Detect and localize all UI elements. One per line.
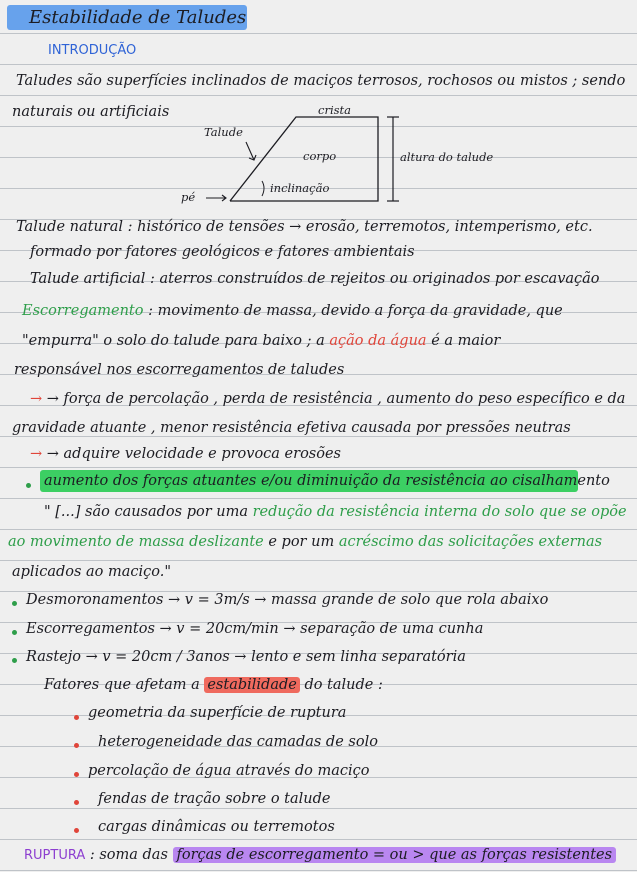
movement-item: Desmoronamentos → v = 3m/s → massa grande de solo que rola abaixo	[26, 592, 549, 608]
red-bullet-icon	[74, 800, 79, 805]
arrow-item-2-text: → adquire velocidade e provoca erosões	[46, 446, 341, 462]
escorregamento-line-1	[22, 302, 563, 320]
quote-green-1: redução da resistência interna do solo que se opõe	[252, 504, 627, 520]
movement-item: Rastejo → v = 20cm / 3anos → lento e sem linha separatória	[26, 649, 466, 665]
acao-da-agua: ação da água	[329, 333, 427, 349]
arrow-item-1-line-1	[30, 390, 625, 408]
red-arrow-icon: →	[30, 391, 43, 407]
red-bullet-icon	[74, 772, 79, 777]
quote-line-2	[8, 533, 602, 551]
escorregamento-line-3: responsável nos escorregamentos de taludes	[14, 362, 345, 378]
quote-line-3: aplicados ao maciço."	[12, 564, 172, 580]
red-bullet-icon	[74, 828, 79, 833]
movement-item: Escorregamentos → v = 20cm/min → separação de uma cunha	[26, 621, 484, 637]
factor-item: cargas dinâmicas ou terremotos	[98, 819, 335, 835]
ruptura-line	[24, 846, 616, 865]
diagram-label-crista: crista	[318, 103, 351, 117]
pe-arrow	[206, 195, 226, 201]
diagram-label-pe: pé	[181, 190, 196, 204]
ruptura-label: RUPTURA	[24, 848, 86, 863]
inclination-arc	[262, 181, 264, 196]
fatores-heading	[44, 676, 383, 694]
escorregamento-definition: : movimento de massa, devido a força da gravidade, que	[148, 303, 563, 319]
intro-line-1: Taludes são superfícies inclinados de maciços terrosos, rochosos ou mistos ; sendo	[16, 73, 626, 89]
red-bullet-icon	[74, 743, 79, 748]
diagram-label-talude: Talude	[204, 125, 243, 139]
diagram-label-inclinacao: inclinação	[270, 181, 330, 195]
arrow-item-1-line-2: gravidade atuante , menor resistência efetiva causada por pressões neutras	[12, 420, 571, 436]
diagram-label-altura: altura do talude	[400, 150, 494, 164]
factor-item: percolação de água através do maciço	[88, 763, 370, 779]
page-title: Estabilidade de Taludes	[7, 5, 247, 30]
ruptura-text: : soma das	[89, 847, 168, 863]
arrow-item-1-text: → força de percolação , perda de resistência , aumento do peso específico e da	[46, 391, 626, 407]
escorregamento-term: Escorregamento	[22, 303, 144, 319]
green-bullet-icon	[12, 630, 17, 635]
escorregamento-line-2-text: "empurra" o solo do talude para baixo ; a	[22, 333, 325, 349]
green-bullet-icon	[12, 658, 17, 663]
highlight-estabilidade: estabilidade	[204, 677, 299, 693]
green-bullet-icon	[26, 483, 31, 488]
quote-green-2: ao movimento de massa deslizante	[8, 534, 264, 550]
escorregamento-line-2	[22, 332, 500, 350]
red-bullet-icon	[74, 715, 79, 720]
factor-item: fendas de tração sobre o talude	[98, 791, 331, 807]
section-heading-introducao: INTRODUÇÃO	[48, 43, 137, 58]
highlight-ruptura: forças de escorregamento = ou > que as forças resistentes	[173, 847, 617, 863]
talude-natural-line-1: Talude natural : histórico de tensões → erosão, terremotos, intemperismo, etc.	[16, 219, 593, 235]
escorregamento-line-2-end: é a maior	[431, 333, 501, 349]
talude-arrow	[246, 142, 256, 160]
talude-natural-line-2: formado por fatores geológicos e fatores ambientais	[30, 244, 415, 260]
talude-artificial-line: Talude artificial : aterros construídos de rejeitos ou originados por escavação	[30, 271, 600, 287]
intro-line-2: naturais ou artificiais	[12, 104, 170, 120]
green-bullet-icon	[12, 601, 17, 606]
fatores-heading-end: do talude :	[304, 677, 383, 693]
highlight-forcas-atuantes: aumento dos forças atuantes e/ou diminuição da resistência ao cisalhamento	[40, 470, 578, 492]
fatores-heading-text: Fatores que afetam a	[44, 677, 200, 693]
red-arrow-icon: →	[30, 446, 43, 462]
quote-line-1	[44, 503, 627, 521]
diagram-label-corpo: corpo	[303, 149, 337, 163]
factor-item: heterogeneidade das camadas de solo	[98, 734, 378, 750]
quote-green-3: acréscimo das solicitações externas	[338, 534, 603, 550]
quote-line-2-text: e por um	[268, 534, 335, 550]
factor-item: geometria da superfície de ruptura	[88, 705, 347, 721]
quote-line-1-text: " [...] são causados por uma	[44, 504, 248, 520]
arrow-item-2	[30, 445, 341, 463]
